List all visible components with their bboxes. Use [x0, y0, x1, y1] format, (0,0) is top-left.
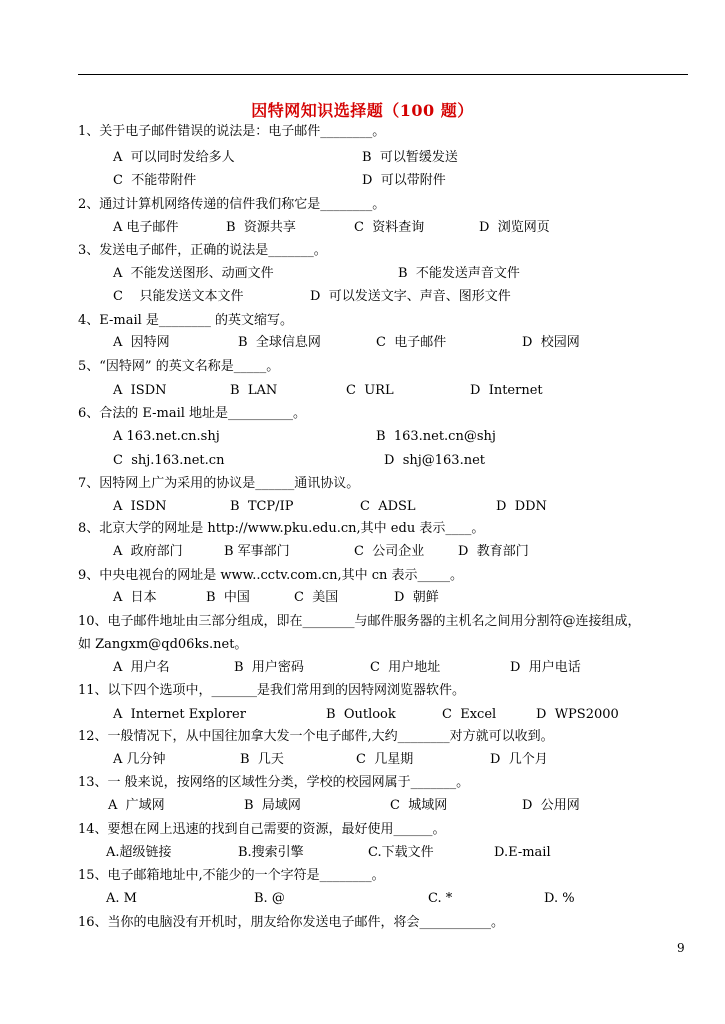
question-6: 6、合法的 E-mail 地址是__________。 [78, 406, 307, 421]
option-6b: B 163.net.cn@shj [376, 429, 496, 444]
option-14d: D.E-mail [494, 845, 551, 860]
option-15b: B. @ [254, 891, 285, 906]
option-5c: C URL [346, 383, 394, 398]
question-10-line2: 如 Zangxm@qd06ks.net。 [78, 637, 248, 652]
option-13c: C 城域网 [390, 798, 448, 813]
option-6d: D shj@163.net [384, 453, 485, 468]
option-9b: B 中国 [206, 590, 250, 605]
option-10d: D 用户电话 [510, 660, 581, 675]
option-12b: B 几天 [240, 752, 284, 767]
option-11a: A Internet Explorer [113, 707, 246, 722]
option-11c: C Excel [442, 707, 497, 722]
option-1b: B 可以暂缓发送 [362, 150, 458, 165]
option-8c: C 公司企业 [354, 544, 425, 559]
option-3d: D 可以发送文字、声音、图形文件 [310, 289, 511, 304]
question-14: 14、要想在网上迅速的找到自己需要的资源，最好使用______。 [78, 822, 446, 837]
question-12: 12、一般情况下，从中国往加拿大发一个电子邮件,大约________对方就可以收到。 [78, 729, 554, 744]
option-2d: D 浏览网页 [479, 220, 550, 235]
option-12c: C 几星期 [356, 752, 414, 767]
option-13a: A 广域网 [108, 798, 165, 813]
option-3b: B 不能发送声音文件 [398, 266, 520, 281]
option-7d: D DDN [496, 499, 547, 514]
option-11b: B Outlook [326, 707, 396, 722]
page-title: 因特网知识选择题（100 题） [251, 101, 474, 120]
option-14b: B.搜索引擎 [238, 845, 304, 860]
question-9: 9、中央电视台的网址是 www..cctv.com.cn,其中 cn 表示_____。 [78, 568, 463, 583]
question-11: 11、以下四个选项中，_______是我们常用到的因特网浏览器软件。 [78, 683, 466, 698]
option-11d: D WPS2000 [536, 707, 619, 722]
option-9d: D 朝鲜 [394, 590, 439, 605]
option-6c: C shj.163.net.cn [113, 453, 225, 468]
option-15d: D. % [544, 891, 575, 906]
option-8a: A 政府部门 [113, 544, 183, 559]
option-8b: B 军事部门 [224, 544, 290, 559]
question-7: 7、因特网上广为采用的协议是______通讯协议。 [78, 476, 360, 491]
option-14c: C.下载文件 [368, 845, 434, 860]
option-4b: B 全球信息网 [238, 335, 321, 350]
option-5b: B LAN [230, 383, 278, 398]
option-6a: A 163.net.cn.shj [113, 429, 220, 444]
question-8: 8、北京大学的网址是 http://www.pku.edu.cn,其中 edu 表示____。 [78, 521, 485, 536]
option-4a: A 因特网 [113, 335, 170, 350]
option-12d: D 几个月 [490, 752, 548, 767]
option-3a: A 不能发送图形、动画文件 [113, 266, 274, 281]
page-number: 9 [677, 941, 685, 955]
option-1a: A 可以同时发给多人 [113, 150, 235, 165]
option-13b: B 局域网 [244, 798, 301, 813]
header-rule [78, 74, 688, 75]
question-4: 4、E-mail 是________ 的英文缩写。 [78, 313, 294, 328]
option-5d: D Internet [470, 383, 543, 398]
question-5: 5、“因特网” 的英文名称是_____。 [78, 359, 280, 374]
option-7a: A ISDN [113, 499, 167, 514]
option-7c: C ADSL [360, 499, 416, 514]
option-10a: A 用户名 [113, 660, 170, 675]
option-7b: B TCP/IP [230, 499, 294, 514]
option-14a: A.超级链接 [106, 845, 172, 860]
option-4d: D 校园网 [522, 335, 580, 350]
option-3c: C 只能发送文本文件 [113, 289, 244, 304]
option-10b: B 用户密码 [234, 660, 304, 675]
question-3: 3、发送电子邮件，正确的说法是_______。 [78, 243, 327, 258]
option-15a: A. M [106, 891, 137, 906]
option-2c: C 资料查询 [354, 220, 425, 235]
option-1c: C 不能带附件 [113, 173, 197, 188]
option-12a: A 几分钟 [113, 752, 166, 767]
option-1d: D 可以带附件 [362, 173, 446, 188]
option-8d: D 教育部门 [458, 544, 529, 559]
option-10c: C 用户地址 [370, 660, 441, 675]
option-15c: C. * [428, 891, 453, 906]
question-10: 10、电子邮件地址由三部分组成，即在________与邮件服务器的主机名之间用分割符@连接组成， [78, 614, 641, 629]
question-16: 16、当你的电脑没有开机时，朋友给你发送电子邮件，将会___________。 [78, 915, 505, 930]
option-5a: A ISDN [113, 383, 167, 398]
option-9c: C 美国 [294, 590, 339, 605]
option-2a: A 电子邮件 [113, 220, 179, 235]
question-13: 13、一 般来说，按网络的区域性分类，学校的校园网属于_______。 [78, 775, 470, 790]
question-2: 2、通过计算机网络传递的信件我们称它是________。 [78, 197, 386, 212]
option-9a: A 日本 [113, 590, 157, 605]
question-1: 1、关于电子邮件错误的说法是：电子邮件________。 [78, 124, 386, 139]
option-2b: B 资源共享 [226, 220, 296, 235]
option-4c: C 电子邮件 [376, 335, 447, 350]
option-13d: D 公用网 [522, 798, 580, 813]
question-15: 15、电子邮箱地址中,不能少的一个字符是________。 [78, 868, 385, 883]
